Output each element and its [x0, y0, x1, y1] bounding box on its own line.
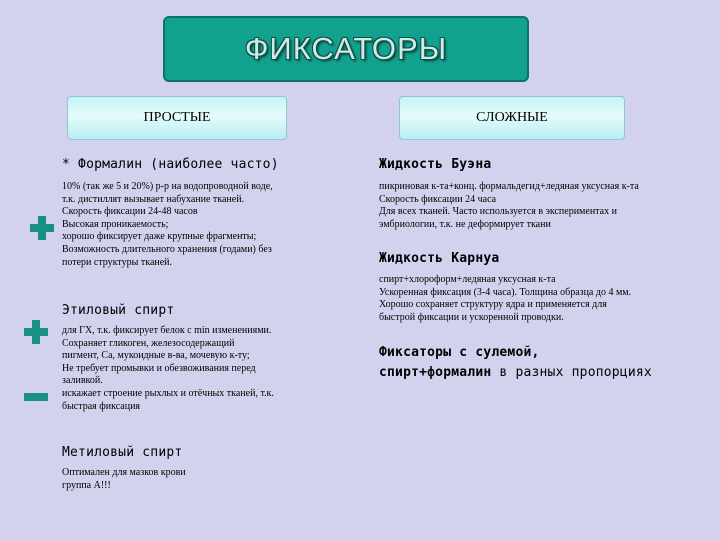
simple-fixatives-header — [67, 96, 287, 140]
ethyl-alcohol-heading: Этиловый спирт — [62, 303, 175, 318]
minus-icon — [24, 393, 48, 401]
bouin-fluid-heading: Жидкость Буэна — [379, 157, 492, 172]
formalin-text: 10% (так же 5 и 20%) р-р на водопроводной воде, т.к. дистиллят вызывает набухание тканей. Скорость фиксации 24-48 часов Высокая проникаемость; хорошо фиксирует даже крупные фрагменты; Возможность длительного хранения (годами) без потери структуры тканей. — [62, 181, 273, 268]
plus-icon — [24, 320, 48, 344]
carnoy-fluid-heading: Жидкость Карнуа — [379, 251, 500, 266]
methyl-alcohol-heading: Метиловый спирт — [62, 445, 183, 460]
complex-fixatives-label: СЛОЖНЫЕ — [476, 110, 548, 125]
carnoy-fluid-text: спирт+хлороформ+ледяная уксусная к-та Ускоренная фиксация (3-4 часа). Толщина образца до 4 мм. Хорошо сохраняет структуру ядра и применяется для быстрой фиксации и ускоренной проводки. — [379, 274, 632, 323]
proportions-text: в разных пропорциях — [491, 365, 652, 380]
bouin-fluid-text: пикриновая к-та+конц. формальдегид+ледяная уксусная к-та Скорость фиксации 24 часа Для всех тканей. Часто используется в экспериментах и эмбриологии, т.к. не деформирует ткани — [379, 181, 639, 230]
methyl-alcohol-text: Оптимален для мазков крови группа А!!! — [62, 467, 186, 491]
complex-fixatives-header — [399, 96, 625, 140]
page-title: ФИКСАТОРЫ — [244, 31, 448, 66]
ethyl-alcohol-text: для ГХ, т.к. фиксирует белок с min изменениями. Сохраняет гликоген, железосодержащий пигмент, Са, мукоидные в-ва, мочевую к-ту; Не требует промывки и обезвоживания перед заливкой. искажает строение рыхлых и отёчных тканей, т.к. быстрая фиксация — [62, 325, 274, 412]
sublimate-fixatives-line2 — [379, 365, 652, 380]
sublimate-fixatives-line1: Фиксаторы с сулемой, — [379, 345, 540, 360]
plus-icon — [30, 216, 54, 240]
formalin-heading: * Формалин (наиболее часто) — [62, 157, 279, 172]
alcohol-formalin-term: спирт+формалин — [379, 365, 492, 380]
simple-fixatives-label: ПРОСТЫЕ — [143, 110, 211, 125]
title-box — [163, 16, 529, 82]
